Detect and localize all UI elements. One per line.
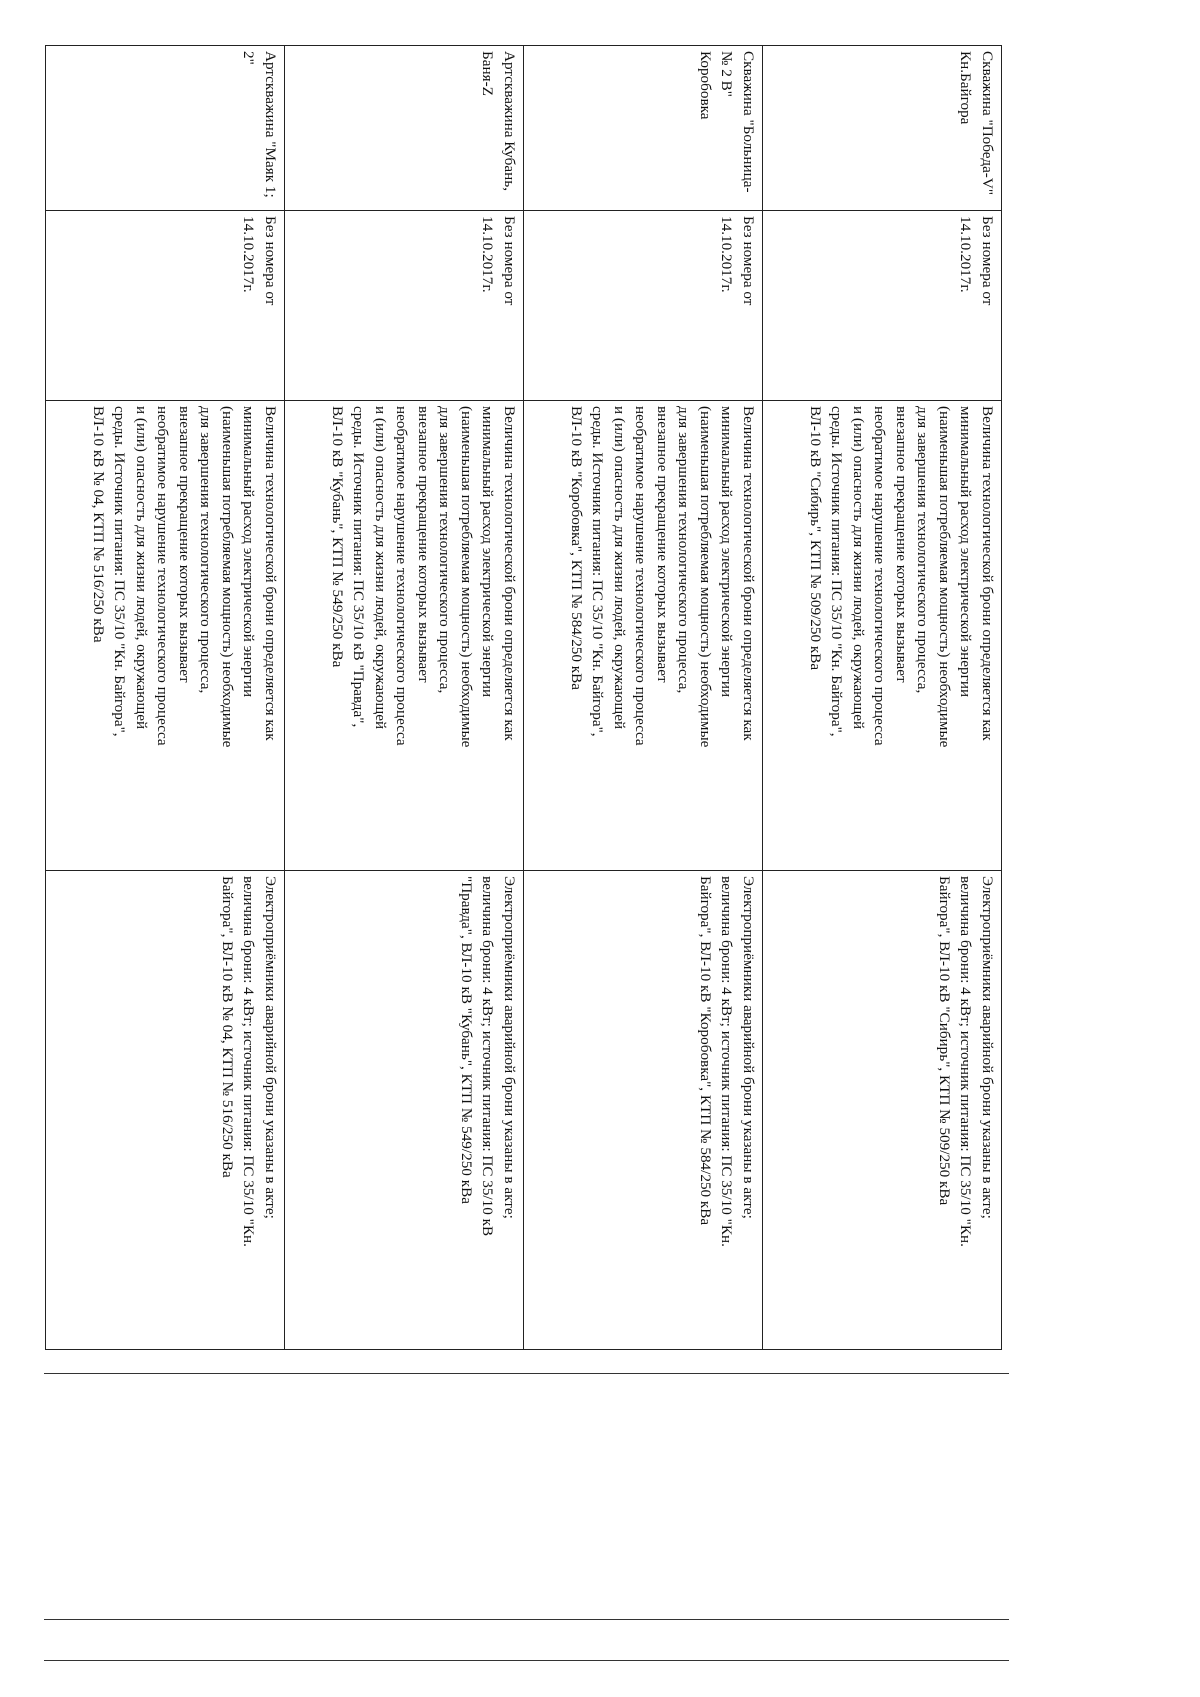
emergency-reserve-cell: Электроприёмники аварийной брони указаны в акте; величина брони: 4 кВт; источник питания: ПС 35/10 "Кн. Байгора", ВЛ-10 кВ № 04, КТП № 516/250 кВа xyxy=(46,871,285,1350)
object-name-cell: Артскважина "Маяк 1; 2" xyxy=(46,46,285,211)
object-name-cell: Артскважина Кубань, Баня-Z xyxy=(285,46,524,211)
emergency-reserve-cell: Электроприёмники аварийной брони указаны в акте; величина брони: 4 кВт; источник питания: ПС 35/10 "Кн. Байгора", ВЛ-10 кВ "Коробовка", КТП № 584/250 кВа xyxy=(524,871,763,1350)
act-reference-cell: Без номера от 14.10.2017г. xyxy=(524,211,763,401)
table-row xyxy=(46,46,285,1350)
load-reserve-table xyxy=(45,45,1002,1350)
rotated-page-content xyxy=(45,45,1002,1350)
signature-line-1 xyxy=(44,1373,1009,1374)
act-reference-cell: Без номера от 14.10.2017г. xyxy=(763,211,1002,401)
object-name-cell: Скважина "Больница- № 2 В" Коробовка xyxy=(524,46,763,211)
table-row xyxy=(285,46,524,1350)
table-row xyxy=(763,46,1002,1350)
technological-reserve-cell: Величина технологической брони определяется как минимальный расход электрической энергии (наименьшая потребляемая мощность) необходимые для завершения технологического процесса, внезапное прекращение которых вызывает необратимое нарушение технологического процесса и (или) опасность для жизни людей, окружающей среды. Источник питания: ПС 35/10 "Кн. Байгора", ВЛ-10 кВ "Коробовка", КТП № 584/250 кВа xyxy=(524,401,763,871)
table-row xyxy=(524,46,763,1350)
signature-line-3 xyxy=(44,1660,1009,1661)
act-reference-cell: Без номера от 14.10.2017г. xyxy=(46,211,285,401)
object-name-cell: Скважина "Победа-V" Кн.Байгора xyxy=(763,46,1002,211)
technological-reserve-cell: Величина технологической брони определяется как минимальный расход электрической энергии (наименьшая потребляемая мощность) необходимые для завершения технологического процесса, внезапное прекращение которых вызывает необратимое нарушение технологического процесса и (или) опасность для жизни людей, окружающей среды. Источник питания: ПС 35/10 кВ "Правда", ВЛ-10 кВ "Кубань", КТП № 549/250 кВа xyxy=(285,401,524,871)
emergency-reserve-cell: Электроприёмники аварийной брони указаны в акте; величина брони: 4 кВт; источник питания: ПС 35/10 "Кн. Байгора", ВЛ-10 кВ "Сибирь", КТП № 509/250 кВа xyxy=(763,871,1002,1350)
emergency-reserve-cell: Электроприёмники аварийной брони указаны в акте; величина брони: 4 кВт; источник питания: ПС 35/10 кВ "Правда", ВЛ-10 кВ "Кубань", КТП № 549/250 кВа xyxy=(285,871,524,1350)
technological-reserve-cell: Величина технологической брони определяется как минимальный расход электрической энергии (наименьшая потребляемая мощность) необходимые для завершения технологического процесса, внезапное прекращение которых вызывает необратимое нарушение технологического процесса и (или) опасность для жизни людей, окружающей среды. Источник питания: ПС 35/10 "Кн. Байгора", ВЛ-10 кВ № 04, КТП № 516/250 кВа xyxy=(46,401,285,871)
signature-line-2 xyxy=(44,1619,1009,1620)
act-reference-cell: Без номера от 14.10.2017г. xyxy=(285,211,524,401)
technological-reserve-cell: Величина технологической брони определяется как минимальный расход электрической энергии (наименьшая потребляемая мощность) необходимые для завершения технологического процесса, внезапное прекращение которых вызывает необратимое нарушение технологического процесса и (или) опасность для жизни людей, окружающей среды. Источник питания: ПС 35/10 "Кн. Байгора", ВЛ-10 кВ "Сибирь", КТП № 509/250 кВа xyxy=(763,401,1002,871)
